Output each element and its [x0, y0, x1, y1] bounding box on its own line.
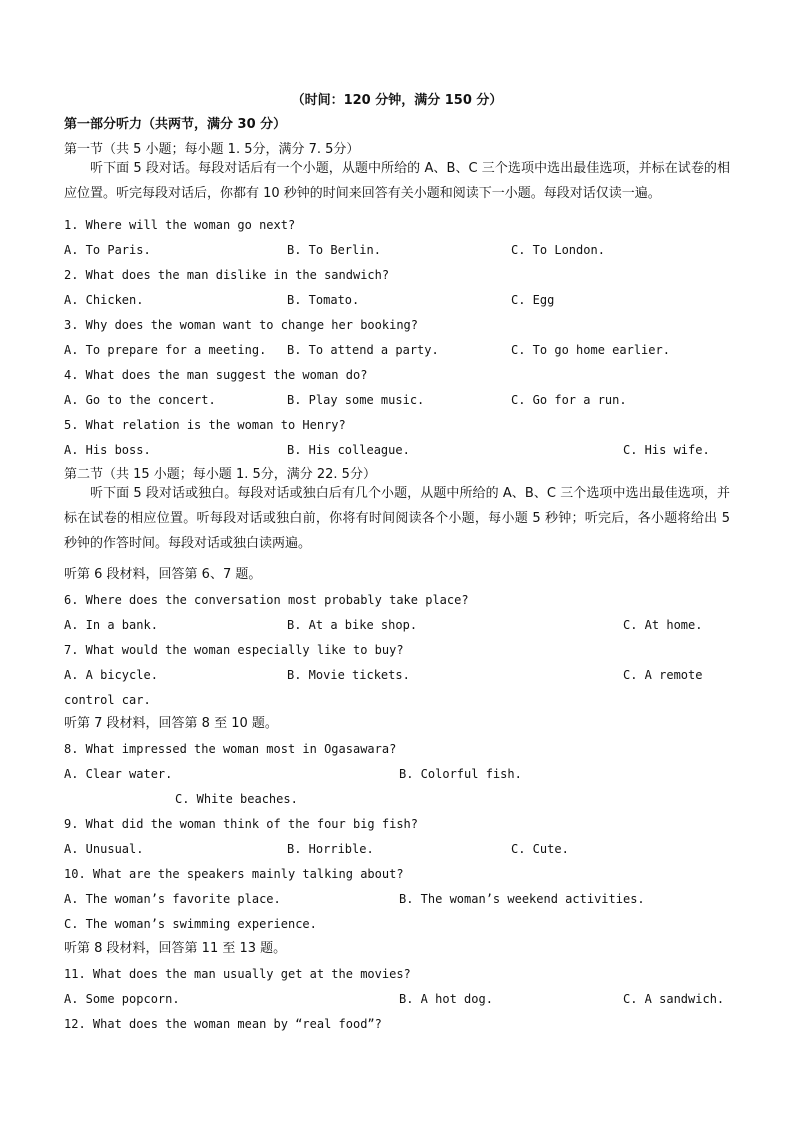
question-8-option-b: B. Colorful fish.	[399, 767, 522, 781]
question-7-option-c: C. A remote	[623, 668, 703, 682]
part1-title: 第一部分听力（共两节，满分 30 分）	[64, 117, 287, 132]
question-10-option-c: C. The woman’s swimming experience.	[64, 917, 317, 931]
question-3-option-c: C. To go home earlier.	[511, 343, 670, 357]
material-8-heading: 听第 8 段材料，回答第 11 至 13 题。	[64, 941, 287, 956]
question-4-option-b: B. Play some music.	[287, 393, 425, 407]
section2-instructions: 听下面 5 段对话或独白。每段对话或独白后有几个小题，从题中所给的 A、B、C 三个选项中选出最佳选项，并标在试卷的相应位置。听每段对话或独白前，你将有时间阅读各个小题，每小题 5 秒钟；听完后，各小题将给出 5 秒钟的作答时间。每段对话或独白读两遍。	[64, 486, 730, 551]
question-1-option-c: C. To London.	[511, 243, 605, 257]
question-3-option-b: B. To attend a party.	[287, 343, 439, 357]
question-4-option-a: A. Go to the concert.	[64, 393, 216, 407]
question-2-option-b: B. Tomato.	[287, 293, 360, 307]
question-2-option-a: A. Chicken.	[64, 293, 144, 307]
question-8-option-c: C. White beaches.	[175, 792, 298, 806]
question-5-option-a: A. His boss.	[64, 443, 151, 457]
question-2-stem: 2. What does the man dislike in the sandwich?	[64, 268, 390, 282]
question-7-option-c-continued: control car.	[64, 693, 151, 707]
time-info: （时间：120 分钟，满分 150 分）	[291, 93, 503, 108]
question-9-option-b: B. Horrible.	[287, 842, 374, 856]
question-11-option-b: B. A hot dog.	[399, 992, 493, 1006]
question-10-stem: 10. What are the speakers mainly talking about?	[64, 867, 404, 881]
question-6-option-a: A. In a bank.	[64, 618, 158, 632]
question-4-option-c: C. Go for a run.	[511, 393, 627, 407]
question-8-option-a: A. Clear water.	[64, 767, 173, 781]
question-7-option-a: A. A bicycle.	[64, 668, 158, 682]
question-9-option-c: C. Cute.	[511, 842, 569, 856]
section2-title: 第二节（共 15 小题；每小题 1. 5分，满分 22. 5分）	[64, 467, 376, 482]
question-9-option-a: A. Unusual.	[64, 842, 144, 856]
question-11-stem: 11. What does the man usually get at the movies?	[64, 967, 411, 981]
question-7-stem: 7. What would the woman especially like to buy?	[64, 643, 404, 657]
question-5-option-b: B. His colleague.	[287, 443, 410, 457]
question-7-option-b: B. Movie tickets.	[287, 668, 410, 682]
question-2-option-c: C. Egg	[511, 293, 555, 307]
question-1-option-a: A. To Paris.	[64, 243, 151, 257]
question-6-option-c: C. At home.	[623, 618, 703, 632]
question-9-stem: 9. What did the woman think of the four big fish?	[64, 817, 419, 831]
question-4-stem: 4. What does the man suggest the woman do?	[64, 368, 368, 382]
section1-instructions: 听下面 5 段对话。每段对话后有一个小题，从题中所给的 A、B、C 三个选项中选出最佳选项，并标在试卷的相应位置。听完每段对话后，你都有 10 秒钟的时间来回答有关小题和阅读下一小题。每段对话仅读一遍。	[64, 161, 730, 201]
question-11-option-c: C. A sandwich.	[623, 992, 725, 1006]
question-1-stem: 1. Where will the woman go next?	[64, 218, 296, 232]
question-3-stem: 3. Why does the woman want to change her booking?	[64, 318, 419, 332]
question-10-option-a: A. The woman’s favorite place.	[64, 892, 281, 906]
section1-title: 第一节（共 5 小题；每小题 1. 5分，满分 7. 5分）	[64, 142, 360, 157]
material-7-heading: 听第 7 段材料，回答第 8 至 10 题。	[64, 716, 278, 731]
question-6-stem: 6. Where does the conversation most probably take place?	[64, 593, 469, 607]
question-10-option-b: B. The woman’s weekend activities.	[399, 892, 645, 906]
question-5-option-c: C. His wife.	[623, 443, 710, 457]
question-5-stem: 5. What relation is the woman to Henry?	[64, 418, 346, 432]
question-12-stem: 12. What does the woman mean by “real food”?	[64, 1017, 382, 1031]
question-11-option-a: A. Some popcorn.	[64, 992, 180, 1006]
question-8-stem: 8. What impressed the woman most in Ogasawara?	[64, 742, 397, 756]
question-3-option-a: A. To prepare for a meeting.	[64, 343, 267, 357]
question-6-option-b: B. At a bike shop.	[287, 618, 418, 632]
question-1-option-b: B. To Berlin.	[287, 243, 381, 257]
material-6-heading: 听第 6 段材料，回答第 6、7 题。	[64, 567, 262, 582]
